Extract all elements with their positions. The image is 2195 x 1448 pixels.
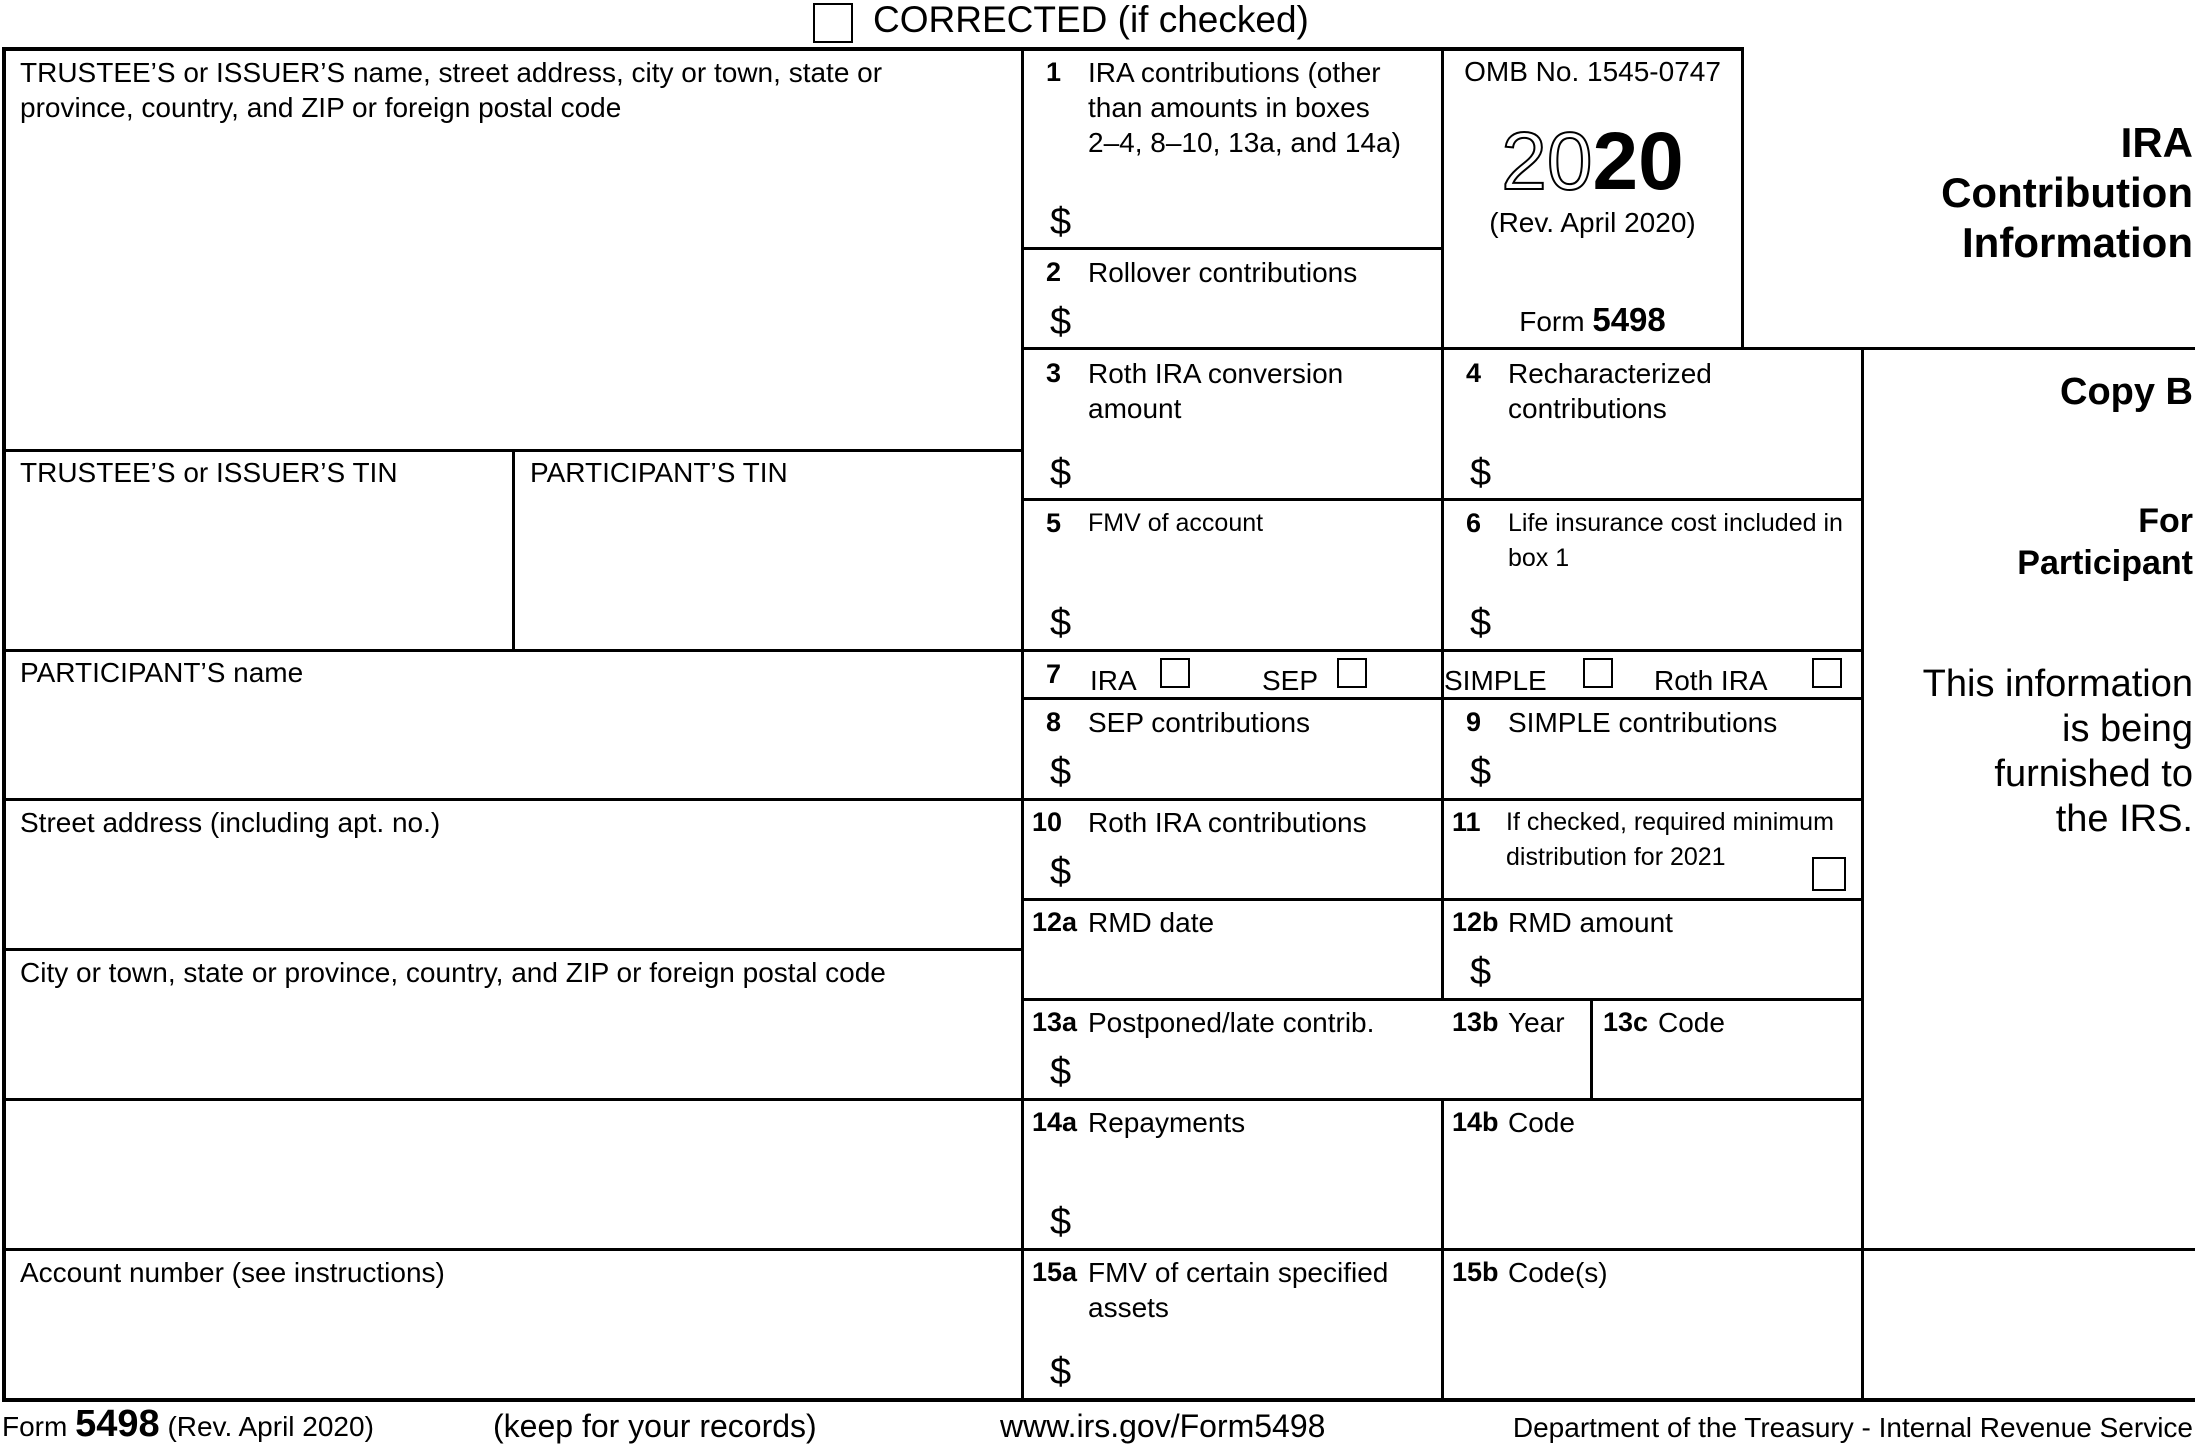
divider-13b-13c [1590,1000,1593,1100]
box-2-number: 2 [1046,257,1062,287]
irs-notice: This information is being furnished to the IRS. [1922,663,2193,840]
box-14b-label: Code [1508,1107,1575,1138]
box-8-dollar[interactable]: $ [1050,751,1072,793]
trustee-name-label: TRUSTEE’S or ISSUER’S name, street address, city or town, state or province, country, and ZIP or foreign postal code [20,57,883,123]
box-3-dollar[interactable]: $ [1050,452,1072,494]
line-city-top [2,948,1024,951]
box-12a-label: RMD date [1088,907,1215,938]
box-1-dollar[interactable]: $ [1050,201,1072,243]
omb-number: OMB No. 1545-0747 [1464,56,1721,87]
box-14b-number: 14b [1452,1107,1499,1137]
footer-keep-records: (keep for your records) [493,1408,817,1444]
box-12b-label: RMD amount [1508,907,1673,938]
box-9-number: 9 [1466,707,1482,737]
box-7-roth-label: Roth IRA [1654,665,1768,696]
box-12b-dollar[interactable]: $ [1470,951,1492,993]
box-14a-number: 14a [1032,1107,1078,1137]
copy-label: Copy B [2060,371,2193,413]
form-border-top [2,47,1744,51]
corrected-checkbox[interactable] [813,3,853,43]
box-11-label: If checked, required minimum distribution for 2021 [1506,808,1834,871]
box-15a-number: 15a [1032,1257,1078,1287]
box-15a-dollar[interactable]: $ [1050,1351,1072,1393]
box-12b-number: 12b [1452,907,1499,937]
box-12a-number: 12a [1032,907,1078,937]
box-15b-label: Code(s) [1508,1257,1608,1288]
box-5-label: FMV of account [1088,509,1264,537]
divider-col-3 [1861,347,1864,1400]
box-4-dollar[interactable]: $ [1470,452,1492,494]
box-14a-dollar[interactable]: $ [1050,1201,1072,1243]
line-row-3 [1021,347,2195,350]
box-7-roth-checkbox[interactable] [1812,658,1842,688]
box-13a-dollar[interactable]: $ [1050,1051,1072,1093]
box-11-number: 11 [1452,807,1481,837]
tax-year-bold: 20 [1592,116,1684,207]
box-5-dollar[interactable]: $ [1050,602,1072,644]
box-14a-label: Repayments [1088,1107,1246,1138]
box-6-number: 6 [1466,508,1482,538]
box-10-dollar[interactable]: $ [1050,851,1072,893]
box-11-checkbox[interactable] [1812,857,1846,891]
tax-year [1444,118,1741,206]
line-row-14 [2,1098,1864,1101]
box-6-label: Life insurance cost included in box 1 [1508,509,1843,572]
box-7-sep-checkbox[interactable] [1337,658,1367,688]
box-3-label: Roth IRA conversion amount [1088,358,1344,424]
form-border-left [2,47,6,1402]
box-7-ira-checkbox[interactable] [1160,658,1190,688]
form-border-bottom [2,1398,2195,1402]
box-7-ira-label: IRA [1090,665,1137,696]
box-5-number: 5 [1046,508,1062,538]
box-6-dollar[interactable]: $ [1470,602,1492,644]
for-participant-label: For Participant [2017,502,2193,582]
trustee-tin-label: TRUSTEE’S or ISSUER’S TIN [20,457,398,488]
box-10-number: 10 [1032,807,1063,837]
form-title: IRA Contribution Information [1941,119,2193,266]
line-row-7 [2,649,1864,652]
box-2-dollar[interactable]: $ [1050,301,1072,343]
line-row-12 [1021,898,1864,901]
box-13a-number: 13a [1032,1007,1078,1037]
box-10-label: Roth IRA contributions [1088,807,1367,838]
box-7-sep-label: SEP [1262,665,1319,696]
omb-rev-date: (Rev. April 2020) [1489,207,1696,238]
divider-omb-right [1741,47,1744,349]
line-row-13 [1021,998,1864,1001]
corrected-label: CORRECTED (if checked) [873,0,1309,40]
box-4-number: 4 [1466,358,1482,388]
box-15b-number: 15b [1452,1257,1499,1287]
participant-tin-label: PARTICIPANT’S TIN [530,457,788,488]
box-13c-label: Code [1658,1007,1725,1038]
line-row-5 [1021,498,1864,501]
line-row-10 [2,798,1864,801]
box-13b-label: Year [1508,1007,1565,1038]
box-2-label: Rollover contributions [1088,257,1358,288]
box-7-simple-checkbox[interactable] [1583,658,1613,688]
footer-url[interactable]: www.irs.gov/Form5498 [1000,1408,1326,1444]
box-13b-number: 13b [1452,1007,1499,1037]
box-1-number: 1 [1046,57,1062,87]
omb-form-number: Form 5498 [1519,301,1666,338]
box-9-label: SIMPLE contributions [1508,707,1778,738]
city-label: City or town, state or province, country, and ZIP or foreign postal code [20,957,886,988]
footer-form-id: Form 5498 (Rev. April 2020) [2,1403,374,1445]
account-number-label: Account number (see instructions) [20,1257,445,1288]
participant-name-label: PARTICIPANT’S name [20,657,304,688]
box-1-label: IRA contributions (other than amounts in boxes 2–4, 8–10, 13a, and 14a) [1088,57,1401,158]
line-row-15 [2,1248,2195,1251]
line-1-2 [1021,247,1443,250]
box-3-number: 3 [1046,358,1062,388]
box-13a-label: Postponed/late contrib. [1088,1007,1375,1038]
box-8-number: 8 [1046,707,1062,737]
divider-tin [512,449,515,651]
street-address-label: Street address (including apt. no.) [20,807,441,838]
line-tin-top [2,449,1024,452]
box-9-dollar[interactable]: $ [1470,751,1492,793]
box-15a-label: FMV of certain specified assets [1088,1257,1389,1323]
box-7-simple-label: SIMPLE [1444,665,1547,696]
box-4-label: Recharacterized contributions [1508,358,1712,424]
footer-department: Department of the Treasury - Internal Revenue Service [1512,1412,2193,1443]
tax-year-outline: 20 [1501,116,1593,207]
box-8-label: SEP contributions [1088,707,1311,738]
box-7-number: 7 [1046,659,1062,689]
box-13c-number: 13c [1603,1007,1649,1037]
